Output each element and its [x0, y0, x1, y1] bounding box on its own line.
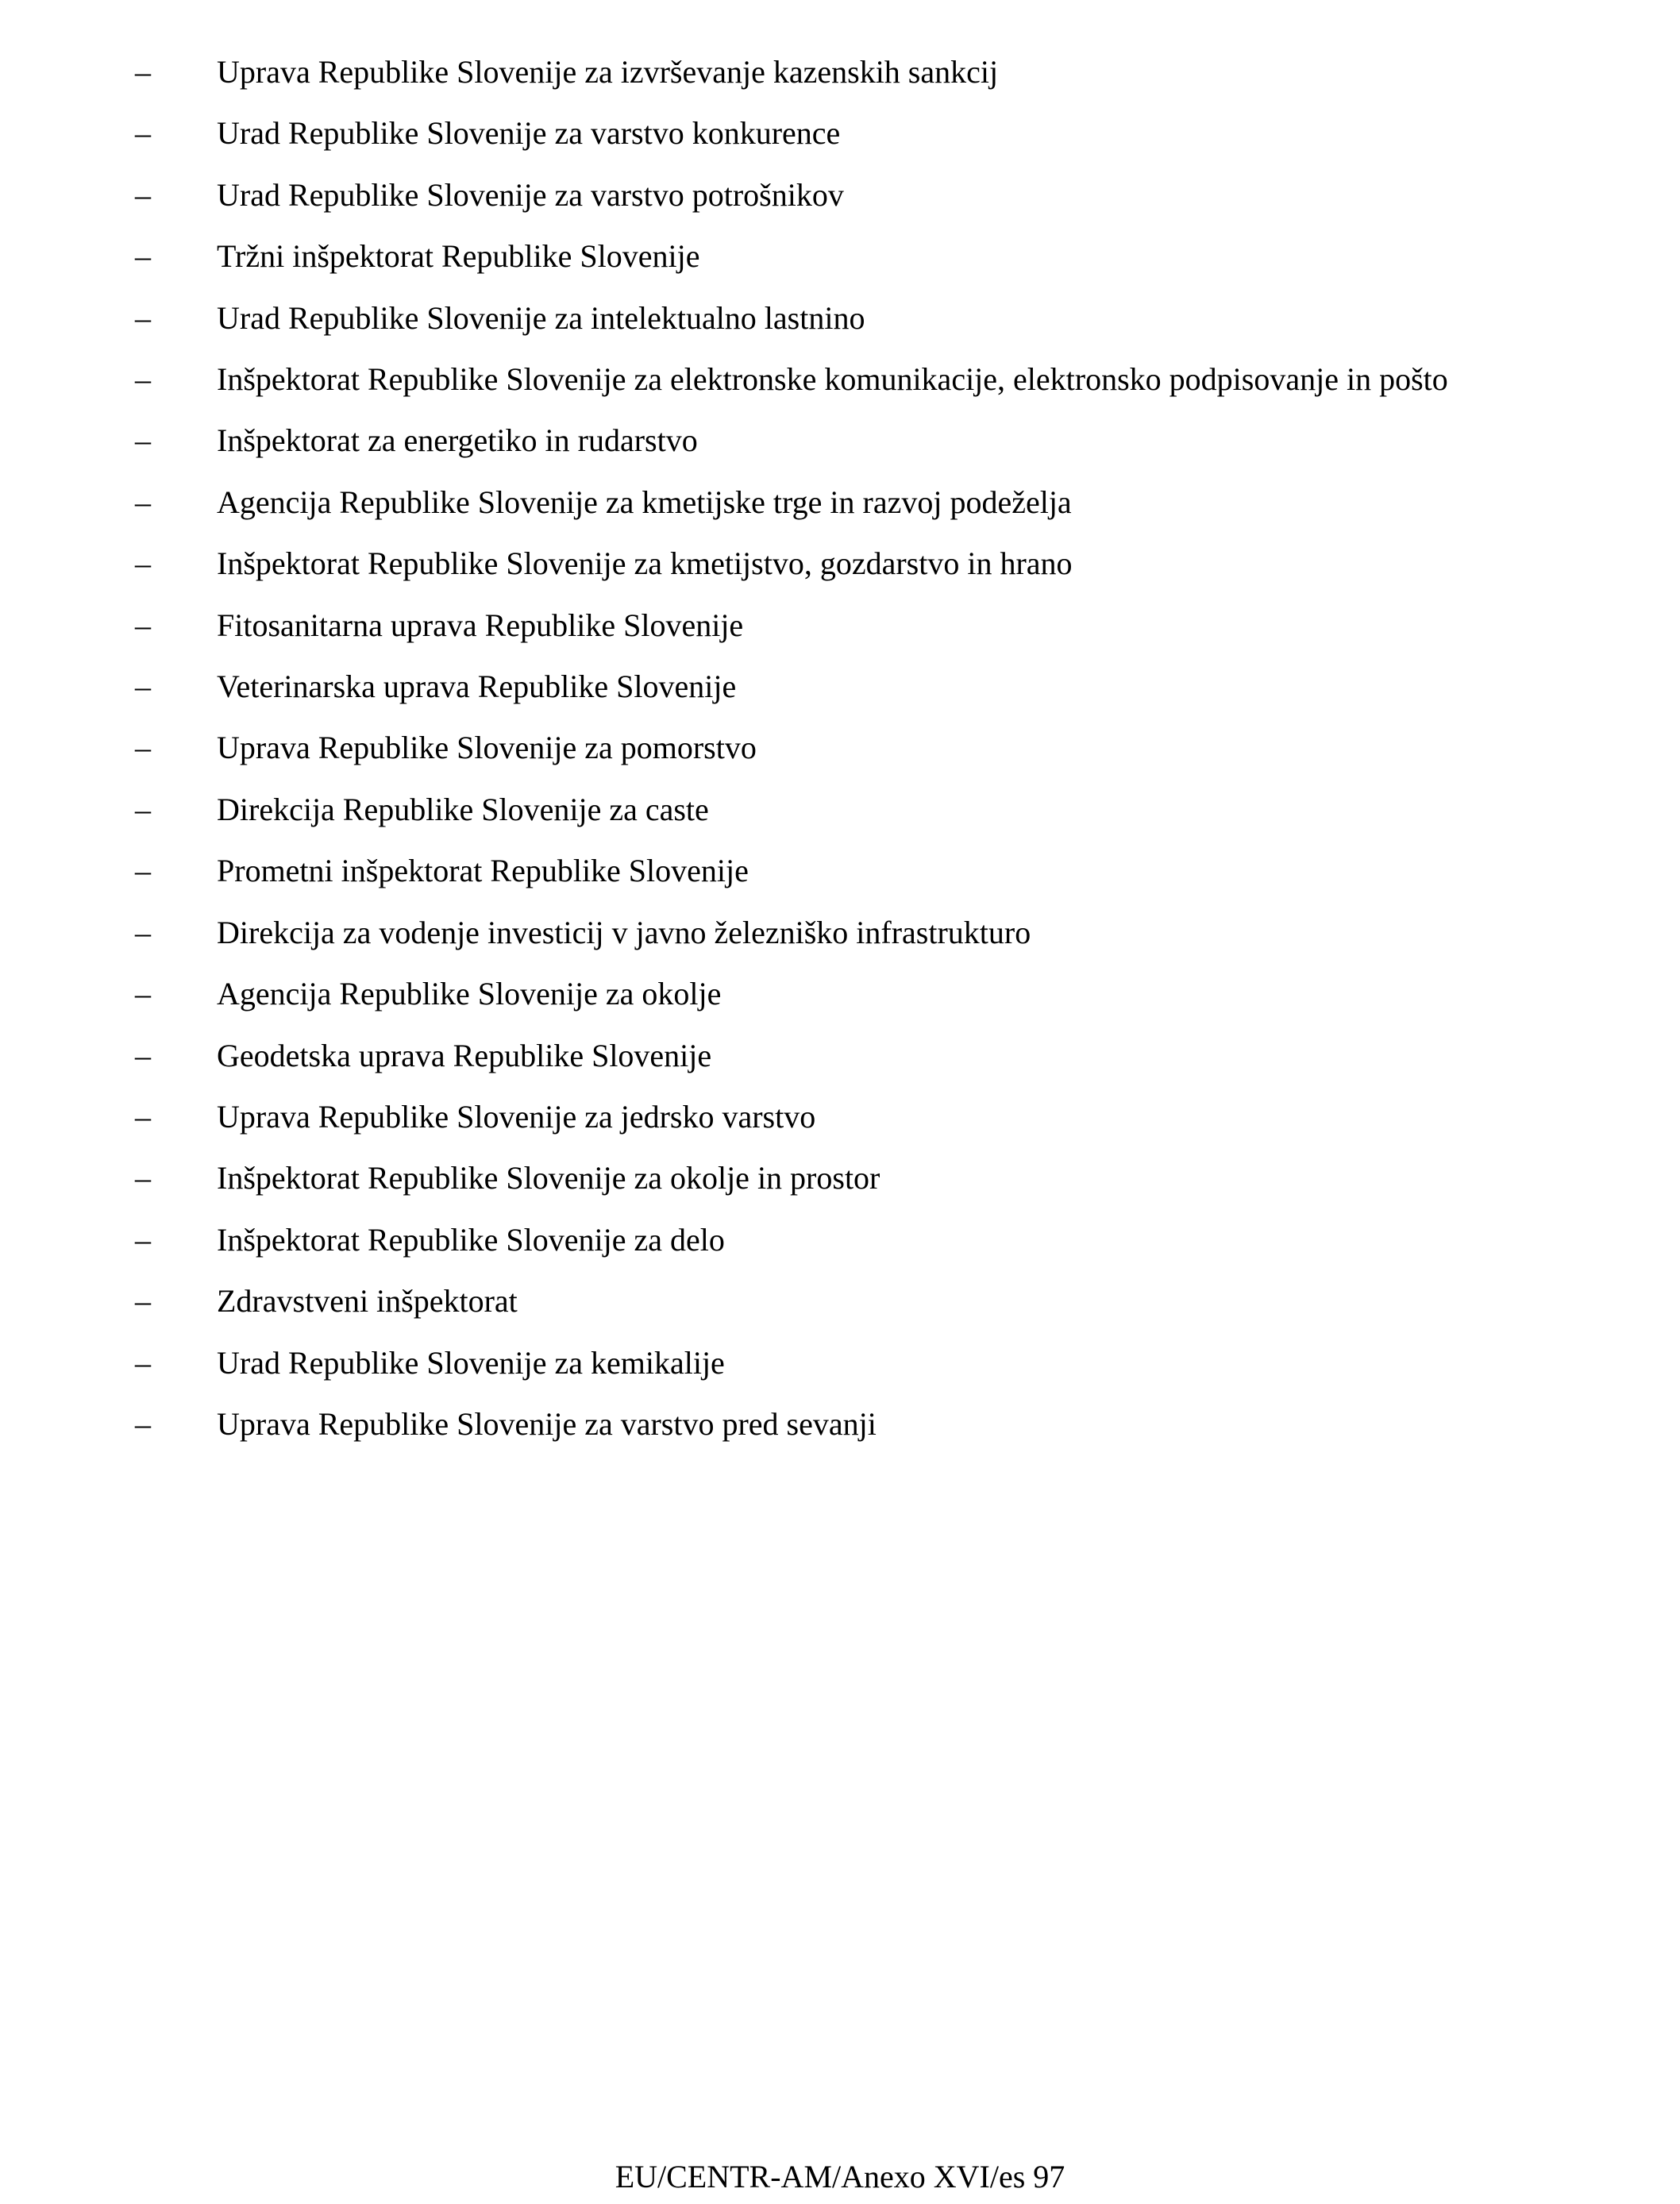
- dash-bullet: –: [135, 1344, 151, 1381]
- list-item: [0, 102, 1680, 164]
- dash-bullet: –: [135, 976, 151, 1012]
- dash-bullet: –: [135, 1098, 151, 1135]
- dash-bullet: –: [135, 1160, 151, 1196]
- list-item: [0, 840, 1680, 901]
- list-item: [0, 533, 1680, 594]
- list-item: [0, 225, 1680, 287]
- dash-bullet: –: [135, 607, 151, 643]
- list-item: [0, 1025, 1680, 1086]
- dash-bullet: –: [135, 176, 151, 213]
- list-item: [0, 349, 1680, 410]
- list-item-text: Urad Republike Slovenije za varstvo potrošnikov: [217, 176, 844, 213]
- list-item-text: Inšpektorat za energetiko in rudarstvo: [217, 422, 698, 459]
- list-item-text: Inšpektorat Republike Slovenije za delo: [217, 1221, 725, 1258]
- list-item-text: Uprava Republike Slovenije za izvrševanje kazenskih sankcij: [217, 54, 999, 90]
- dash-bullet: –: [135, 115, 151, 152]
- list-item-text: Uprava Republike Slovenije za varstvo pred sevanji: [217, 1405, 877, 1442]
- dash-bullet: –: [135, 1283, 151, 1320]
- list-item-text: Urad Republike Slovenije za varstvo konkurence: [217, 115, 841, 152]
- list-item-text: Urad Republike Slovenije za kemikalije: [217, 1344, 725, 1381]
- list-item-text: Uprava Republike Slovenije za pomorstvo: [217, 730, 757, 766]
- list-item: [0, 472, 1680, 533]
- dash-bullet: –: [135, 914, 151, 950]
- list-item-text: Direkcija Republike Slovenije za caste: [217, 791, 709, 827]
- dash-bullet: –: [135, 238, 151, 275]
- list-item: [0, 410, 1680, 471]
- dash-bullet: –: [135, 54, 151, 90]
- list-item: [0, 1270, 1680, 1331]
- list-item-text: Urad Republike Slovenije za intelektualno lastnino: [217, 299, 865, 336]
- dash-bullet: –: [135, 1405, 151, 1442]
- list-item-text: Inšpektorat Republike Slovenije za okolje in prostor: [217, 1160, 880, 1196]
- list-item-text: Tržni inšpektorat Republike Slovenije: [217, 238, 700, 275]
- list-item: [0, 779, 1680, 840]
- institution-list: [0, 41, 1680, 1455]
- dash-bullet: –: [135, 669, 151, 705]
- list-item: [0, 1209, 1680, 1270]
- list-item: [0, 164, 1680, 225]
- list-item-text: Uprava Republike Slovenije za jedrsko varstvo: [217, 1098, 816, 1135]
- list-item-text: Veterinarska uprava Republike Slovenije: [217, 669, 737, 705]
- list-item-text: Geodetska uprava Republike Slovenije: [217, 1037, 712, 1073]
- list-item: [0, 1393, 1680, 1455]
- list-item-text: Zdravstveni inšpektorat: [217, 1283, 518, 1320]
- list-item: [0, 287, 1680, 349]
- page-footer-reference: EU/CENTR-AM/Anexo XVI/es 97: [615, 2159, 1065, 2194]
- dash-bullet: –: [135, 791, 151, 827]
- dash-bullet: –: [135, 484, 151, 520]
- dash-bullet: –: [135, 1221, 151, 1258]
- list-item: [0, 963, 1680, 1024]
- dash-bullet: –: [135, 361, 151, 398]
- list-item-text: Direkcija za vodenje investicij v javno železniško infrastrukturo: [217, 914, 1031, 950]
- dash-bullet: –: [135, 422, 151, 459]
- list-item: [0, 595, 1680, 656]
- list-item: [0, 902, 1680, 963]
- list-item: [0, 656, 1680, 717]
- dash-bullet: –: [135, 853, 151, 889]
- dash-bullet: –: [135, 545, 151, 582]
- list-item-text: Inšpektorat Republike Slovenije za elektronske komunikacije, elektronsko podpisovanje in pošto: [217, 361, 1448, 398]
- list-item: [0, 1086, 1680, 1147]
- list-item: [0, 717, 1680, 778]
- list-item-text: Agencija Republike Slovenije za kmetijske trge in razvoj podeželja: [217, 484, 1072, 520]
- list-item-text: Inšpektorat Republike Slovenije za kmetijstvo, gozdarstvo in hrano: [217, 545, 1073, 582]
- list-item: [0, 41, 1680, 102]
- dash-bullet: –: [135, 299, 151, 336]
- dash-bullet: –: [135, 1037, 151, 1073]
- dash-bullet: –: [135, 730, 151, 766]
- list-item: [0, 1147, 1680, 1208]
- list-item-text: Fitosanitarna uprava Republike Slovenije: [217, 607, 744, 643]
- list-item-text: Agencija Republike Slovenije za okolje: [217, 976, 722, 1012]
- list-item-text: Prometni inšpektorat Republike Slovenije: [217, 853, 749, 889]
- list-item: [0, 1332, 1680, 1393]
